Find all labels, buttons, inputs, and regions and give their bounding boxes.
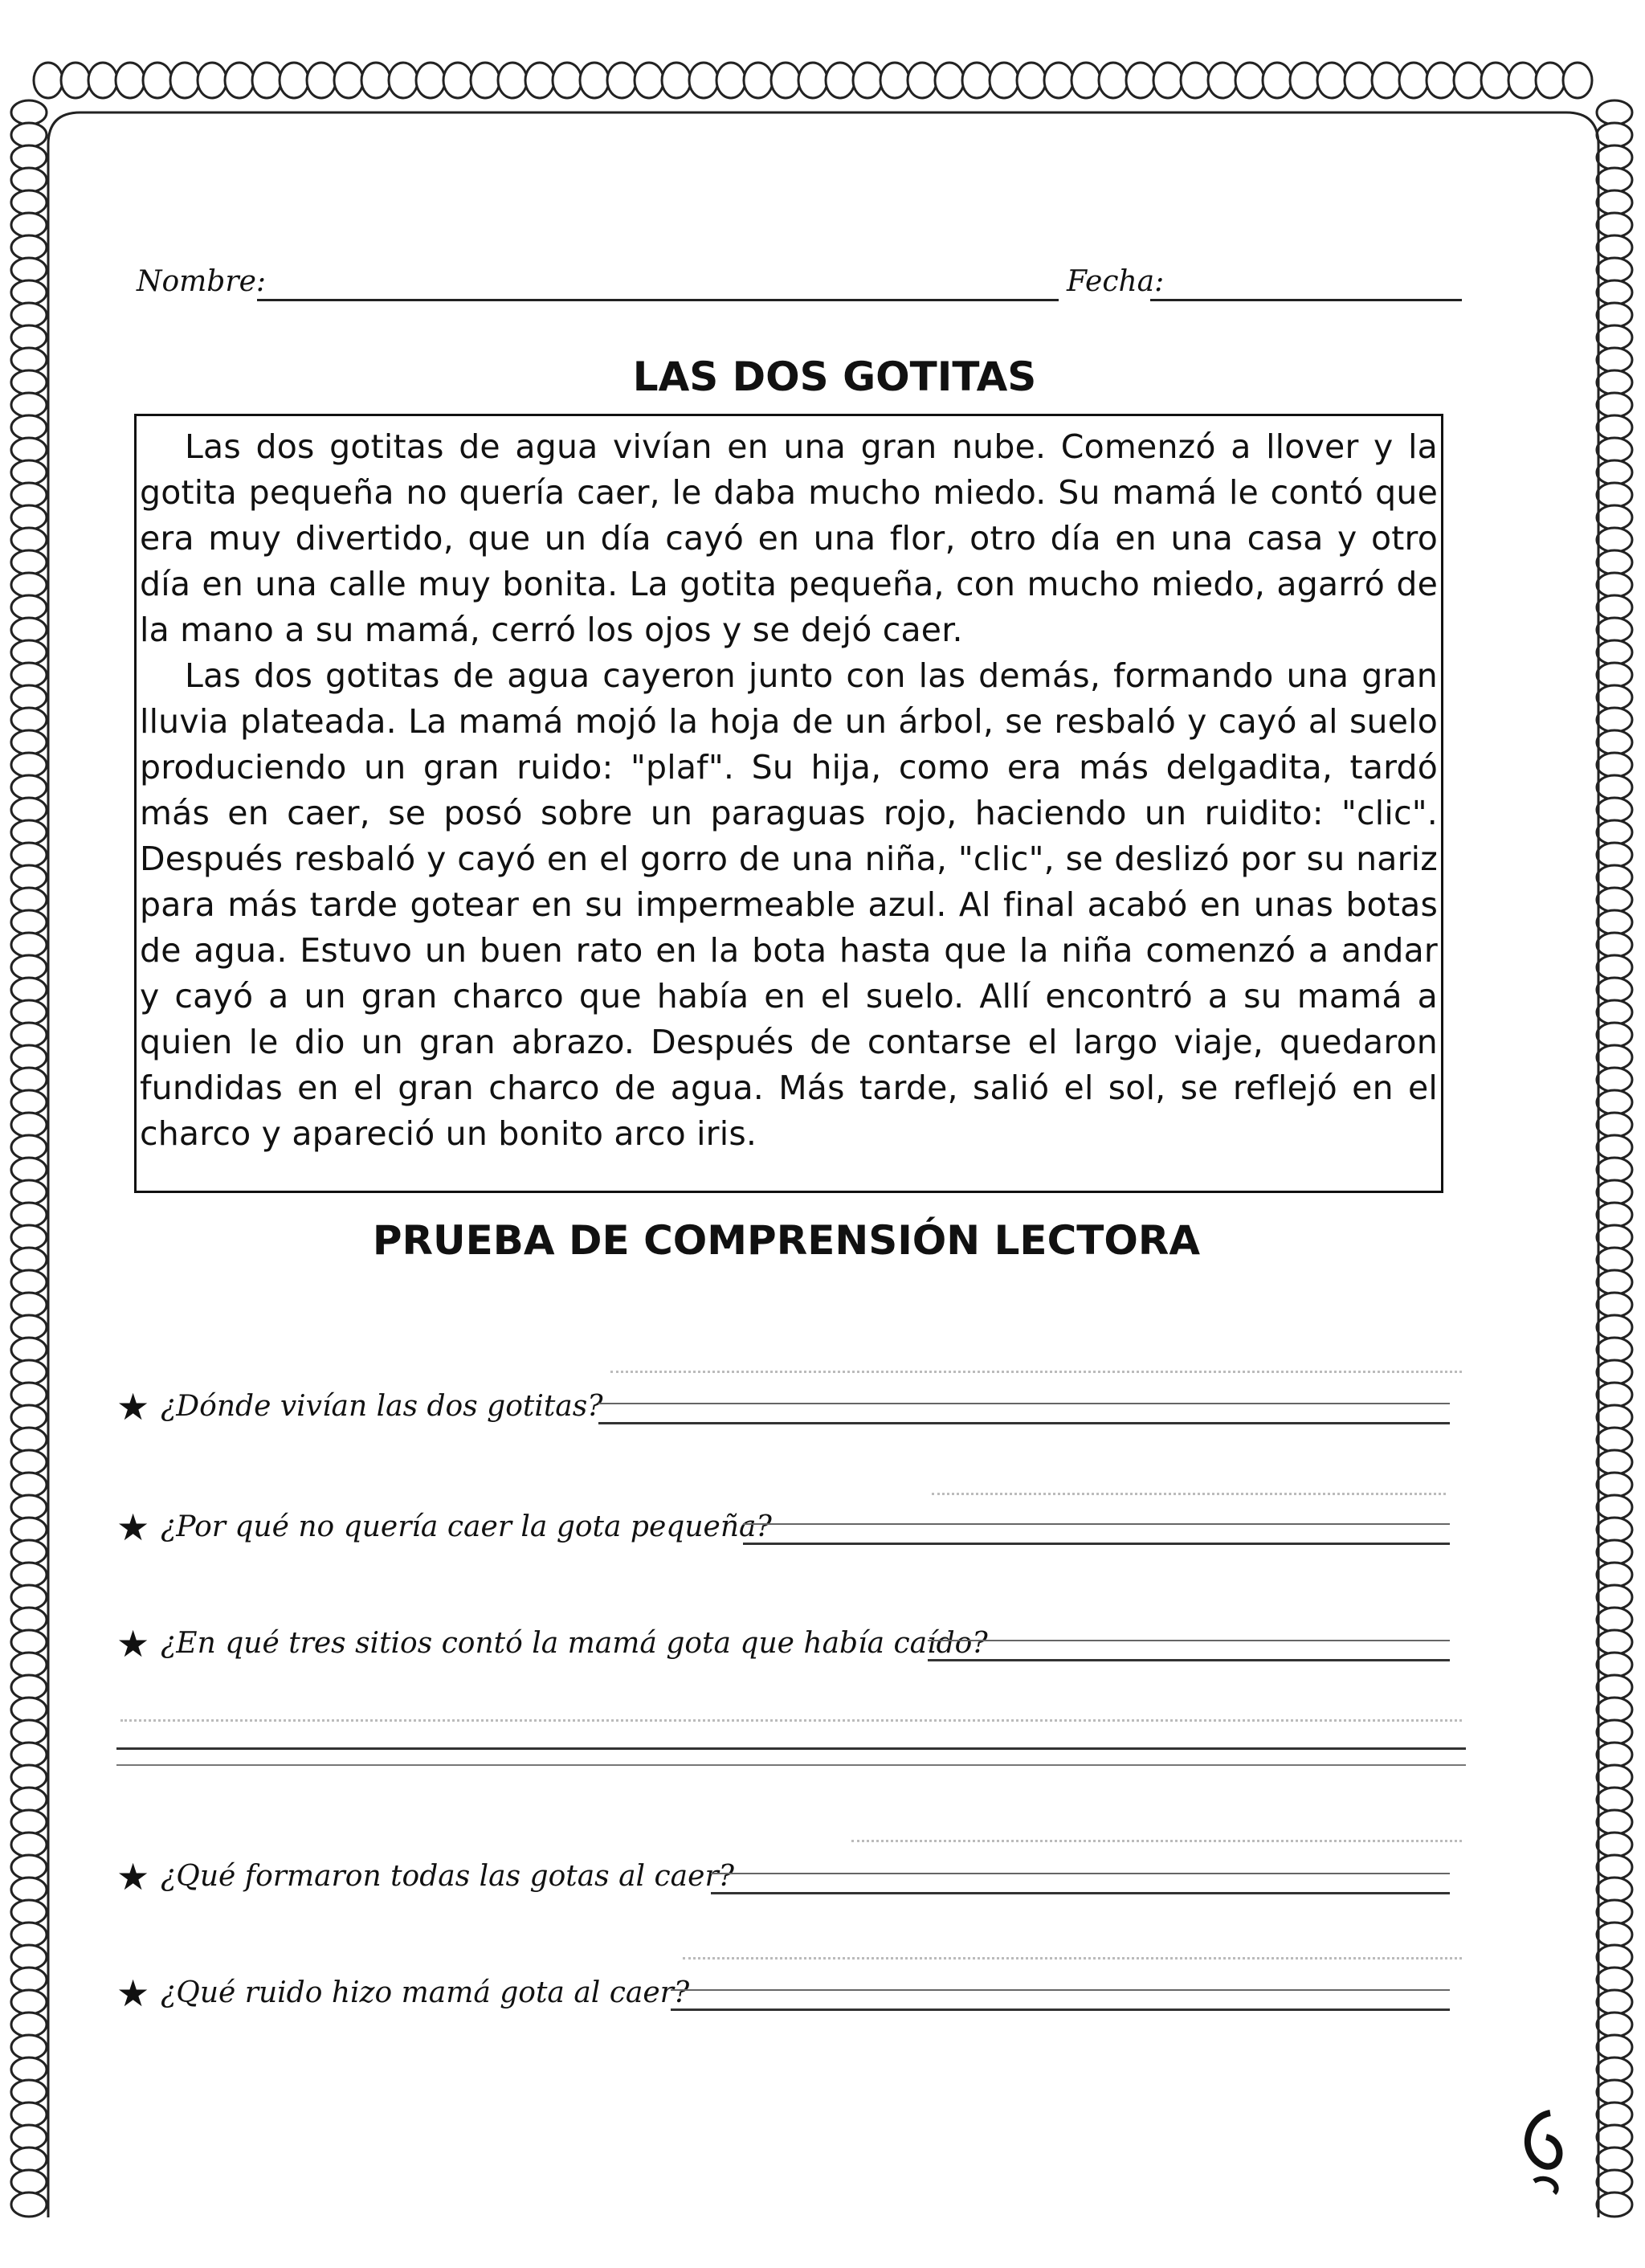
question-4-text: ¿Qué formaron todas las gotas al caer? (161, 1860, 734, 1893)
border-ring (1597, 1135, 1632, 1159)
border-ring (1597, 1563, 1632, 1587)
border-ring (11, 438, 47, 462)
border-ring (1597, 1810, 1632, 1834)
border-ring (11, 2170, 47, 2194)
name-label: Nombre: (137, 265, 266, 298)
border-ring (990, 63, 1018, 98)
border-ring (525, 63, 554, 98)
border-ring (11, 2058, 47, 2082)
question-2 (116, 1506, 1474, 1559)
border-ring (11, 2080, 47, 2104)
border-ring (635, 63, 663, 98)
question-3-text: ¿En qué tres sitios contó la mamá gota que había caído? (161, 1627, 988, 1660)
border-ring (1597, 483, 1632, 507)
border-ring (1597, 618, 1632, 642)
border-ring (11, 1405, 47, 1429)
border-ring (11, 1293, 47, 1317)
border-ring (689, 63, 718, 98)
border-ring (11, 1765, 47, 1789)
border-ring (1597, 955, 1632, 979)
border-ring (11, 168, 47, 192)
border-ring (1044, 63, 1073, 98)
border-ring (11, 2035, 47, 2059)
question-5-text: ¿Qué ruido hizo mamá gota al caer? (161, 1976, 690, 2009)
border-ring (11, 910, 47, 934)
border-ring (11, 2147, 47, 2172)
border-ring (11, 190, 47, 215)
border-ring (1071, 63, 1100, 98)
border-ring (11, 1023, 47, 1047)
border-ring (11, 100, 47, 125)
border-ring (11, 640, 47, 664)
border-ring (1597, 1360, 1632, 1384)
border-ring (11, 1878, 47, 1902)
border-ring (11, 933, 47, 957)
border-ring (1536, 63, 1565, 98)
border-ring (11, 865, 47, 889)
border-ring (1597, 1855, 1632, 1879)
border-ring (11, 1338, 47, 1362)
border-ring (1597, 1788, 1632, 1812)
star-icon: ★ (116, 1972, 150, 2015)
border-ring (11, 1000, 47, 1024)
border-ring (1597, 933, 1632, 957)
border-ring (1597, 1990, 1632, 2014)
border-ring (1597, 123, 1632, 147)
border-ring (580, 63, 609, 98)
border-ring (11, 145, 47, 170)
border-ring (1597, 2192, 1632, 2217)
border-ring (1597, 640, 1632, 664)
border-ring (1153, 63, 1182, 98)
border-ring (11, 280, 47, 304)
border-ring (11, 1158, 47, 1182)
border-ring (11, 505, 47, 529)
border-ring (11, 753, 47, 777)
border-ring (1263, 63, 1292, 98)
border-ring (11, 730, 47, 754)
border-ring (1597, 1045, 1632, 1069)
border-ring (11, 843, 47, 867)
border-ring (11, 235, 47, 259)
dotted-guide (851, 1840, 1462, 1842)
border-ring (1597, 505, 1632, 529)
border-ring (1597, 888, 1632, 912)
border-ring (225, 63, 254, 98)
border-ring (11, 1788, 47, 1812)
border-ring (1597, 708, 1632, 732)
border-ring (1597, 1878, 1632, 1902)
border-ring (443, 63, 472, 98)
border-ring (1597, 2035, 1632, 2059)
border-ring (11, 1518, 47, 1542)
border-ring (1597, 1608, 1632, 1632)
border-ring (11, 1990, 47, 2014)
border-ring (1597, 325, 1632, 349)
border-ring (1208, 63, 1237, 98)
border-ring (11, 1900, 47, 1924)
border-ring (11, 1945, 47, 1969)
border-ring (880, 63, 909, 98)
border-ring (11, 325, 47, 349)
border-ring (1597, 235, 1632, 259)
star-icon: ★ (116, 1506, 150, 1549)
border-ring (61, 63, 90, 98)
story-title: LAS DOS GOTITAS (632, 353, 1037, 400)
border-ring (1597, 2102, 1632, 2127)
border-ring (1597, 1023, 1632, 1047)
story-box (134, 414, 1443, 1193)
border-ring (1597, 1720, 1632, 1744)
border-ring (1597, 1653, 1632, 1677)
border-ring (88, 63, 117, 98)
border-ring (1427, 63, 1455, 98)
border-ring (1597, 1585, 1632, 1609)
border-ring (1597, 303, 1632, 327)
dotted-guide (610, 1371, 1462, 1373)
border-ring (11, 1855, 47, 1879)
border-ring (744, 63, 773, 98)
border-ring (11, 1698, 47, 1722)
border-ring (11, 1428, 47, 1452)
border-ring (116, 63, 145, 98)
border-ring (1597, 280, 1632, 304)
border-ring (11, 1743, 47, 1767)
star-icon: ★ (116, 1385, 150, 1428)
dotted-guide (120, 1719, 1462, 1722)
border-ring (1597, 798, 1632, 822)
answer-guide-line (711, 1873, 1450, 1874)
question-5 (116, 1972, 1474, 2025)
border-ring (11, 1360, 47, 1384)
dotted-guide (932, 1493, 1446, 1495)
answer-guide-line (671, 1989, 1450, 1991)
border-ring (1597, 775, 1632, 799)
border-ring (11, 1045, 47, 1069)
border-ring (1597, 1630, 1632, 1654)
border-ring (1597, 1293, 1632, 1317)
border-ring (962, 63, 991, 98)
answer-guide-line (928, 1640, 1450, 1641)
border-ring (1597, 1405, 1632, 1429)
border-ring (1597, 910, 1632, 934)
border-ring (11, 1090, 47, 1114)
border-ring (1597, 2170, 1632, 2194)
question-5-answer-line[interactable] (671, 2009, 1450, 2011)
border-ring (1126, 63, 1155, 98)
star-icon: ★ (116, 1855, 150, 1898)
border-ring (853, 63, 882, 98)
border-ring (11, 1180, 47, 1204)
border-ring (1597, 1900, 1632, 1924)
border-ring (798, 63, 827, 98)
border-ring (826, 63, 855, 98)
border-ring (1597, 1945, 1632, 1969)
question-2-answer-line[interactable] (743, 1543, 1450, 1545)
border-ring (1597, 528, 1632, 552)
border-ring (1597, 753, 1632, 777)
border-ring (1017, 63, 1046, 98)
border-ring (1597, 1113, 1632, 1137)
border-ring (11, 1923, 47, 1947)
border-ring (1597, 1765, 1632, 1789)
border-ring (1597, 1968, 1632, 1992)
border-ring (11, 595, 47, 619)
question-3-answer-line[interactable] (928, 1659, 1450, 1661)
story-paragraph-2: Las dos gotitas de agua cayeron junto con las demás, formando una gran lluvia plateada. La mamá mojó la hoja de un árbol, se resbaló y cayó al suelo produciendo un gran ruido: "plaf". Su hija, como era más delgadita, tardó más en caer, se posó sobre un paraguas rojo, haciendo un ruidito: "clic". Después resbaló y cayó en el gorro de una niña, "clic", se deslizó por su nariz para más tarde gotear en su impermeable azul. Al final acabó en unas botas de agua. Estuvo un buen rato en la bota hasta que la niña comenzó a andar y cayó a un gran charco que había en el suelo. Allí encontró a su mamá a quien le dio un gran abrazo. Después de contarse el largo viaje, quedaron fundidas en el gran charco de agua. Más tarde, salió el sol, se reflejó en el charco y apareció un bonito arco iris. (140, 656, 1438, 1153)
border-ring (307, 63, 336, 98)
border-ring (1597, 1923, 1632, 1947)
border-ring (11, 2013, 47, 2037)
border-ring (662, 63, 691, 98)
border-ring (1317, 63, 1346, 98)
border-ring (280, 63, 308, 98)
border-ring (11, 1068, 47, 1092)
border-ring (11, 1653, 47, 1677)
border-ring (1597, 1383, 1632, 1407)
border-ring (11, 460, 47, 484)
border-ring (11, 1495, 47, 1519)
border-ring (1597, 865, 1632, 889)
border-ring (1597, 213, 1632, 237)
border-ring (1099, 63, 1128, 98)
border-ring (1597, 978, 1632, 1002)
question-1-answer-line[interactable] (598, 1422, 1450, 1424)
border-ring (935, 63, 964, 98)
star-icon: ★ (116, 1622, 150, 1665)
border-ring (11, 1608, 47, 1632)
border-ring (553, 63, 582, 98)
question-3 (116, 1622, 1474, 1675)
border-ring (607, 63, 636, 98)
question-4-answer-line[interactable] (711, 1892, 1450, 1894)
publisher-logo-icon (1518, 2109, 1574, 2197)
answer-guide-line (598, 1403, 1450, 1404)
border-ring (1597, 190, 1632, 215)
border-ring (1597, 2058, 1632, 2082)
border-ring (1597, 1833, 1632, 1857)
border-ring (1597, 550, 1632, 574)
border-ring (1597, 1090, 1632, 1114)
quiz-title: PRUEBA DE COMPRENSIÓN LECTORA (372, 1217, 1201, 1264)
border-ring (1181, 63, 1210, 98)
border-ring (11, 483, 47, 507)
border-ring (11, 1720, 47, 1744)
border-ring (11, 550, 47, 574)
border-ring (11, 1113, 47, 1137)
border-ring (1597, 460, 1632, 484)
border-ring (389, 63, 418, 98)
border-ring (11, 2125, 47, 2149)
border-ring (1597, 438, 1632, 462)
border-ring (11, 663, 47, 687)
border-ring (11, 1540, 47, 1564)
border-ring (1597, 573, 1632, 597)
border-ring (1597, 2013, 1632, 2037)
border-ring (11, 2102, 47, 2127)
border-ring (1597, 1180, 1632, 1204)
border-ring (34, 63, 63, 98)
border-ring (1399, 63, 1428, 98)
border-ring (198, 63, 227, 98)
dotted-guide (683, 1957, 1462, 1959)
border-ring (11, 258, 47, 282)
border-ring (1597, 415, 1632, 439)
border-ring (11, 1810, 47, 1834)
border-ring (1597, 2080, 1632, 2104)
border-ring (716, 63, 745, 98)
border-ring (1597, 1495, 1632, 1519)
answer-guide-line (116, 1764, 1466, 1766)
name-field[interactable] (257, 299, 1059, 301)
question-3-answer-line-2[interactable] (116, 1747, 1466, 1750)
border-ring (1597, 2147, 1632, 2172)
border-ring (252, 63, 281, 98)
border-ring (11, 303, 47, 327)
border-ring (11, 1833, 47, 1857)
border-ring (471, 63, 500, 98)
header-fields (137, 265, 1462, 313)
border-ring (1481, 63, 1510, 98)
border-ring (11, 1675, 47, 1699)
border-ring (11, 888, 47, 912)
border-ring (1454, 63, 1483, 98)
border-ring (1597, 730, 1632, 754)
border-ring (11, 1270, 47, 1294)
border-ring (1597, 100, 1632, 125)
border-ring (11, 1585, 47, 1609)
border-ring (1235, 63, 1264, 98)
border-ring (11, 978, 47, 1002)
border-ring (1597, 1698, 1632, 1722)
border-ring (1372, 63, 1401, 98)
answer-guide-line (743, 1523, 1450, 1525)
border-ring (11, 1630, 47, 1654)
border-ring (1597, 685, 1632, 709)
border-ring (1290, 63, 1319, 98)
border-ring (1597, 1540, 1632, 1564)
border-ring (1597, 1000, 1632, 1024)
border-ring (498, 63, 527, 98)
border-ring (11, 1383, 47, 1407)
border-ring (11, 415, 47, 439)
border-ring (1508, 63, 1537, 98)
border-ring (416, 63, 445, 98)
border-ring (11, 528, 47, 552)
border-ring (143, 63, 172, 98)
border-ring (771, 63, 800, 98)
border-ring (1597, 1270, 1632, 1294)
border-ring (11, 2192, 47, 2217)
border-ring (1597, 1158, 1632, 1182)
border-ring (1597, 595, 1632, 619)
border-ring (11, 123, 47, 147)
border-ring (11, 1563, 47, 1587)
date-field[interactable] (1150, 299, 1462, 301)
border-ring (11, 1135, 47, 1159)
border-ring (908, 63, 937, 98)
border-ring (1597, 663, 1632, 687)
question-2-text: ¿Por qué no quería caer la gota pequeña? (161, 1510, 772, 1543)
border-ring (1597, 1518, 1632, 1542)
border-ring (11, 1450, 47, 1474)
border-ring (361, 63, 390, 98)
border-ring (1597, 168, 1632, 192)
border-ring (1597, 145, 1632, 170)
border-ring (334, 63, 363, 98)
border-ring (11, 798, 47, 822)
border-ring (11, 775, 47, 799)
border-ring (1597, 1473, 1632, 1497)
question-1-text: ¿Dónde vivían las dos gotitas? (161, 1390, 603, 1423)
border-ring (1345, 63, 1374, 98)
border-ring (1563, 63, 1592, 98)
border-ring (11, 708, 47, 732)
border-ring (11, 1473, 47, 1497)
border-ring (1597, 258, 1632, 282)
border-ring (1597, 843, 1632, 867)
border-ring (11, 1315, 47, 1339)
border-ring (11, 820, 47, 844)
border-ring (11, 1968, 47, 1992)
border-ring (1597, 820, 1632, 844)
border-ring (1597, 1315, 1632, 1339)
border-ring (170, 63, 199, 98)
border-ring (1597, 1675, 1632, 1699)
question-1 (116, 1385, 1474, 1438)
border-ring (1597, 1428, 1632, 1452)
border-ring (11, 618, 47, 642)
border-ring (11, 955, 47, 979)
border-ring (11, 685, 47, 709)
border-ring (11, 213, 47, 237)
story-paragraph-1: Las dos gotitas de agua vivían en una gran nube. Comenzó a llover y la gotita pequeña no quería caer, le daba mucho miedo. Su mamá le contó que era muy divertido, que un día cayó en una flor, otro día en una casa y otro día en una calle muy bonita. La gotita pequeña, con mucho miedo, agarró de la mano a su mamá, cerró los ojos y se dejó caer. (140, 427, 1438, 649)
question-4 (116, 1855, 1474, 1908)
border-ring (1597, 1338, 1632, 1362)
border-ring (1597, 1743, 1632, 1767)
border-ring (1597, 2125, 1632, 2149)
border-ring (11, 573, 47, 597)
border-ring (1597, 1450, 1632, 1474)
border-ring (1597, 1068, 1632, 1092)
date-label: Fecha: (1067, 265, 1165, 298)
